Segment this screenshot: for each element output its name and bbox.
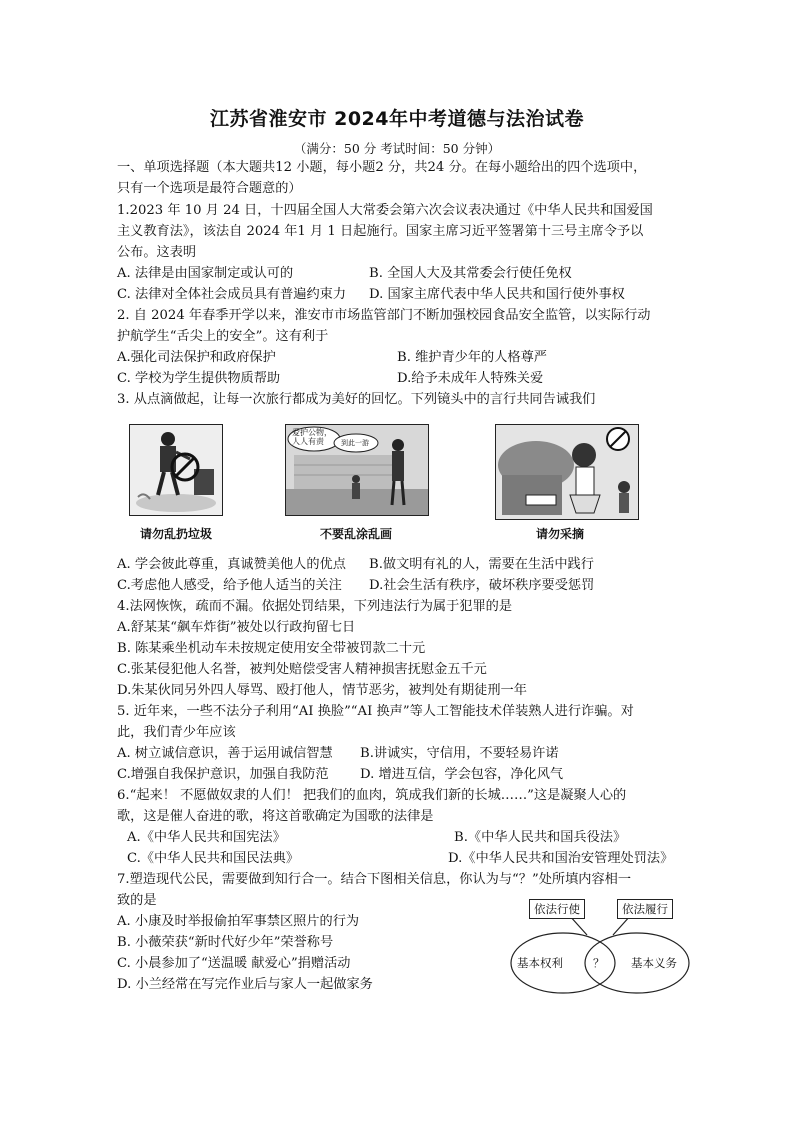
diagram-basic-duties: 基本义务 xyxy=(631,956,677,970)
litter-illustration-icon xyxy=(130,425,222,515)
q5-option-c: C.增强自我保护意识，加强自我防范 xyxy=(117,767,329,782)
q2-option-d: D.给予未成年人特殊关爱 xyxy=(397,371,544,386)
q3-option-b: B.做文明有礼的人，需要在生活中践行 xyxy=(369,557,594,572)
q4-option-b: B. 陈某乘坐机动车未按规定使用安全带被罚款二十元 xyxy=(117,641,426,656)
rights-duties-diagram xyxy=(505,893,695,998)
diagram-basic-rights: 基本权利 xyxy=(517,956,563,970)
q7-stem: 7.塑造现代公民，需要做到知行合一。结合下图相关信息，你认为与“？”处所填内容相一 xyxy=(117,872,631,887)
q3-option-d: D.社会生活有秩序，破坏秩序要受惩罚 xyxy=(369,578,595,593)
q7-stem: 致的是 xyxy=(117,893,157,908)
q1-option-c: C. 法律对全体社会成员具有普遍约束力 xyxy=(117,287,347,302)
graffiti-sign-text: 爱护公物，人人有责 xyxy=(292,428,332,446)
q7-option-c: C. 小晨参加了“送温暖 献爱心”捐赠活动 xyxy=(117,956,351,971)
q5-option-a: A. 树立诚信意识，善于运用诚信智慧 xyxy=(117,746,333,761)
q7-option-a: A. 小康及时举报偷拍军事禁区照片的行为 xyxy=(117,914,360,929)
q2-stem: 2. 自 2024 年春季开学以来，淮安市市场监管部门不断加强校园食品安全监管，以实际行动 xyxy=(117,308,651,323)
q1-option-a: A. 法律是由国家制定或认可的 xyxy=(117,266,294,281)
q2-option-a: A.强化司法保护和政府保护 xyxy=(117,350,276,365)
q6-option-b: B.《中华人民共和国兵役法》 xyxy=(454,830,627,845)
q1-stem: 公布。这表明 xyxy=(117,245,197,260)
diagram-box-exercise-rights: 依法行使 xyxy=(529,899,585,919)
q1-stem: 1.2023 年 10 月 24 日，十四届全国人大常委会第六次会议表决通过《中华人民共和国爱国 xyxy=(117,203,653,218)
q1-stem: 主义教育法》，该法自 2024 年1 月 1 日起施行。国家主席习近平签署第十三号主席令予以 xyxy=(117,224,644,239)
q4-stem: 4.法网恢恢，疏而不漏。依据处罚结果，下列违法行为属于犯罪的是 xyxy=(117,599,513,614)
diagram-unknown-center: ？ xyxy=(593,956,605,970)
picking-cartoon xyxy=(495,424,639,520)
q5-option-b: B.讲诚实，守信用，不要轻易许诺 xyxy=(360,746,559,761)
q2-option-c: C. 学校为学生提供物质帮助 xyxy=(117,371,281,386)
q6-stem: 6.“起来！ 不愿做奴隶的人们！ 把我们的血肉，筑成我们新的长城……”这是凝聚人心的 xyxy=(117,788,627,803)
caption-no-picking: 请勿采摘 xyxy=(535,527,584,541)
section-heading-cont: 只有一个选项是最符合题意的） xyxy=(117,181,302,196)
caption-no-graffiti: 不要乱涂乱画 xyxy=(319,527,392,541)
litter-cartoon xyxy=(129,424,223,516)
exam-info: （满分：50 分 考试时间：50 分钟） xyxy=(293,141,501,156)
diagram-box-fulfill-duties: 依法履行 xyxy=(617,899,673,919)
q5-option-d: D. 增进互信，学会包容，净化风气 xyxy=(360,767,564,782)
q3-stem: 3. 从点滴做起，让每一次旅行都成为美好的回忆。下列镜头中的言行共同告诫我们 xyxy=(117,392,596,407)
q1-option-d: D. 国家主席代表中华人民共和国行使外事权 xyxy=(369,287,625,302)
page-title: 江苏省淮安市 2024年中考道德与法治试卷 xyxy=(210,108,584,130)
q4-option-c: C.张某侵犯他人名誉，被判处赔偿受害人精神损害抚慰金五千元 xyxy=(117,662,487,677)
q2-option-b: B. 维护青少年的人格尊严 xyxy=(397,350,547,365)
q6-option-d: D.《中华人民共和国治安管理处罚法》 xyxy=(448,851,674,866)
graffiti-label-text: 到此一游 xyxy=(341,439,369,447)
q6-stem: 歌，这是催人奋进的歌，将这首歌确定为国歌的法律是 xyxy=(117,809,434,824)
q4-option-a: A.舒某某“飙车炸街”被处以行政拘留七日 xyxy=(117,620,356,635)
q6-option-a: A.《中华人民共和国宪法》 xyxy=(127,830,286,845)
section-heading: 一、单项选择题（本大题共12 小题，每小题2 分，共24 分。在每小题给出的四个选项中， xyxy=(117,160,647,175)
q3-option-c: C.考虑他人感受，给予他人适当的关注 xyxy=(117,578,342,593)
q1-option-b: B. 全国人大及其常委会行使任免权 xyxy=(369,266,572,281)
q5-stem: 此，我们青少年应该 xyxy=(117,725,236,740)
q3-option-a: A. 学会彼此尊重，真诚赞美他人的优点 xyxy=(117,557,346,572)
q6-option-c: C.《中华人民共和国民法典》 xyxy=(127,851,300,866)
q7-option-b: B. 小薇荣获“新时代好少年”荣誉称号 xyxy=(117,935,334,950)
graffiti-cartoon xyxy=(285,424,429,516)
caption-no-littering: 请勿乱扔垃圾 xyxy=(139,527,212,541)
q7-option-d: D. 小兰经常在写完作业后与家人一起做家务 xyxy=(117,977,373,992)
q5-stem: 5. 近年来，一些不法分子利用“AI 换脸”“AI 换声”等人工智能技术佯装熟人进行诈骗。对 xyxy=(117,704,634,719)
q2-stem: 护航学生“舌尖上的安全”。这有利于 xyxy=(117,329,329,344)
q4-option-d: D.朱某伙同另外四人辱骂、殴打他人，情节恶劣，被判处有期徒刑一年 xyxy=(117,683,527,698)
